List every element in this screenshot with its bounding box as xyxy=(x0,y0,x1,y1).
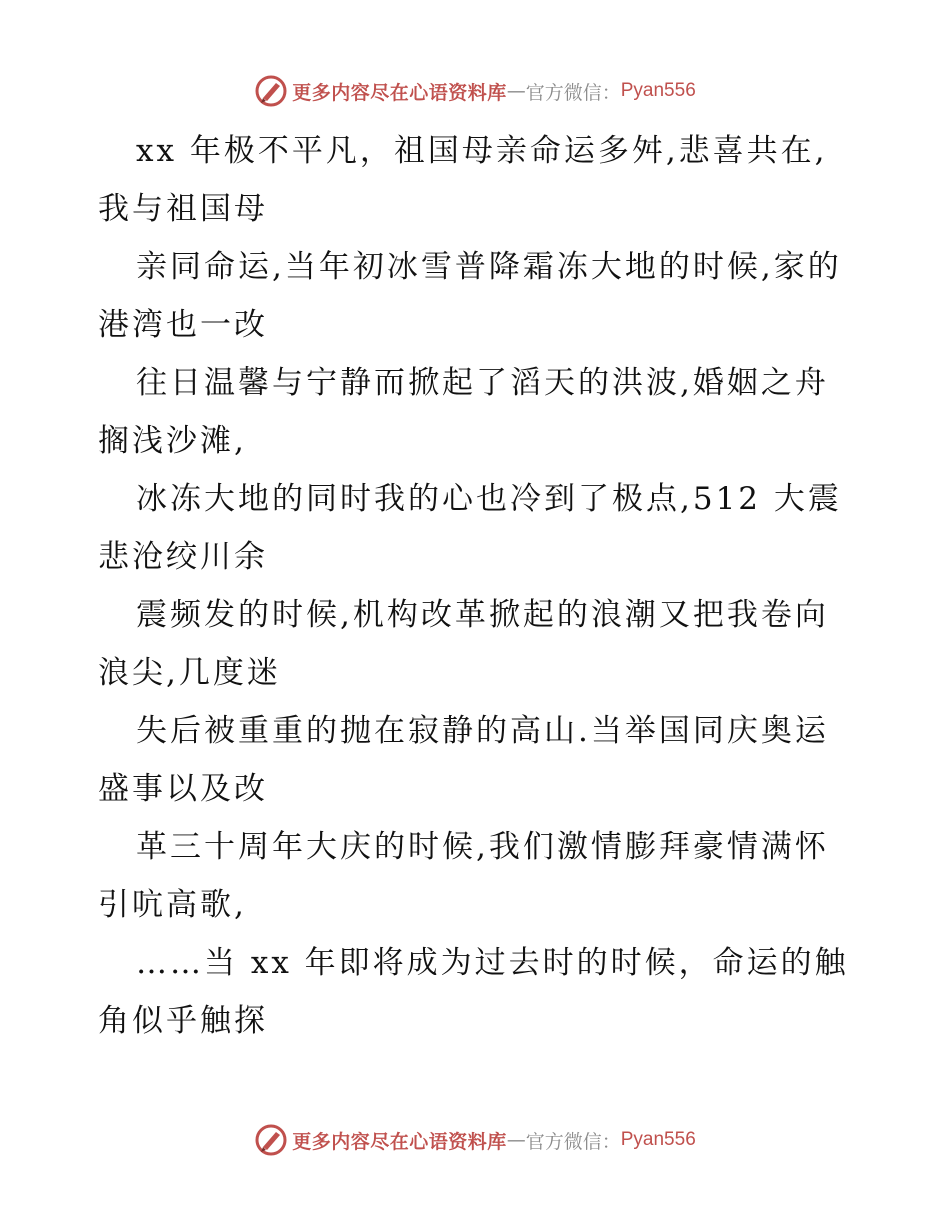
header-banner xyxy=(0,71,950,111)
paragraph: 亲同命运,当年初冰雪普降霜冻大地的时候,家的港湾也一改 xyxy=(98,249,842,343)
pen-logo-icon xyxy=(254,74,288,108)
paragraph: ……当 xx 年即将成为过去时的时候，命运的触角似乎触探 xyxy=(98,945,849,1039)
header-brand-text: 更多内容尽在心语资料库 xyxy=(292,81,507,104)
paragraph: 往日温馨与宁静而掀起了滔天的洪波,婚姻之舟搁浅沙滩, xyxy=(98,365,829,459)
footer-brand-text: 更多内容尽在心语资料库 xyxy=(292,1130,507,1153)
footer-separator: — xyxy=(506,1129,526,1151)
header-wechat-label: 官方微信： xyxy=(525,81,621,104)
header-wechat-id: Pyan556 xyxy=(620,80,696,101)
header-separator: — xyxy=(506,80,526,102)
paragraph: 震频发的时候,机构改革掀起的浪潮又把我卷向浪尖,几度迷 xyxy=(98,597,829,691)
footer-wechat-label: 官方微信： xyxy=(525,1130,621,1153)
pen-logo-icon xyxy=(254,1123,288,1157)
paragraph: xx 年极不平凡，祖国母亲命运多舛,悲喜共在,我与祖国母 xyxy=(98,133,828,227)
footer-banner xyxy=(0,1120,950,1160)
paragraph: 冰冻大地的同时我的心也冷到了极点,512 大震悲沧绞川余 xyxy=(98,481,842,575)
paragraph: 革三十周年大庆的时候,我们激情膨拜豪情满怀引吭高歌, xyxy=(98,829,829,923)
footer-wechat-id: Pyan556 xyxy=(620,1129,696,1150)
paragraph: 失后被重重的抛在寂静的高山.当举国同庆奥运盛事以及改 xyxy=(98,713,829,807)
document-body xyxy=(98,122,858,1050)
